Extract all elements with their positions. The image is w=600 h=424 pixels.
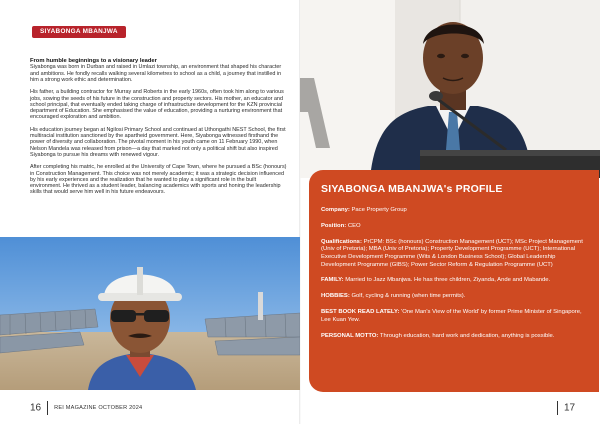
profile-value: 'One Man's View of the World' by former Prime Minister of Singapore, Lee Kuan Yew. bbox=[321, 309, 582, 323]
profile-label: PERSONAL MOTTO: bbox=[321, 332, 379, 339]
profile-row-qualifications bbox=[321, 239, 586, 269]
profile-box bbox=[309, 170, 599, 392]
page-number-left: 16 bbox=[30, 402, 42, 414]
profile-row-motto bbox=[321, 333, 586, 341]
profile-value: Through education, hard work and dedication, anything is possible. bbox=[379, 332, 555, 339]
name-tab: SIYABONGA MBANJWA bbox=[32, 26, 126, 38]
left-footer bbox=[30, 401, 142, 415]
profile-value: Pace Property Group bbox=[351, 207, 407, 213]
profile-value: PrCPM: BSc (honours) Construction Management (UCT); MSc Project Management (Univ of Pretoria); MBA (Univ of Pretoria); Property Development Programme (UCT); International Executive Development Programme (Wits & London Business School); Global Leadership Development Programme (GIBS); Power Sector Reform & Regulation Programme (UCT) bbox=[321, 238, 583, 268]
article-paragraph: His education journey began at Ngilosi Primary School and continued at Uthongathi NEST School, the first multiracial institution sanctioned by the apartheid government. Here, Siyabonga witnessed firsthand the power of diversity and collaboration. The pivotal moment in his youth came on 11 February 1990, when Nelson Mandela was released from prison—a day that marked not only a political shift but also inspired Siyabonga to pursue his dreams with renewed vigour. bbox=[30, 126, 286, 158]
right-footer bbox=[551, 401, 575, 415]
profile-label: BEST BOOK READ LATELY: bbox=[321, 309, 400, 316]
profile-label: FAMILY: bbox=[321, 277, 344, 284]
profile-row-best-book bbox=[321, 309, 586, 324]
profile-label: Company: bbox=[321, 207, 350, 213]
site-photo bbox=[0, 237, 300, 390]
article-paragraph: After completing his matric, he enrolled at the University of Cape Town, where he pursued a BSc (honours) in Construction Management. This choice was not merely academic; it was a strategic decision influenced by his early experiences and the realization that he wanted to play a significant role in the built environment. He thrived as a student leader, balancing academics with sports and honing the leadership skills that would serve him well in his future endeavours. bbox=[30, 164, 287, 196]
article-body bbox=[30, 58, 288, 202]
footer-divider bbox=[557, 401, 558, 415]
article-heading: From humble beginnings to a visionary leader bbox=[30, 58, 157, 64]
profile-value: Golf, cycling & running (when time permits). bbox=[351, 293, 466, 300]
profile-body bbox=[321, 207, 586, 349]
profile-value: CEO bbox=[347, 222, 361, 229]
profile-row-position bbox=[321, 223, 586, 231]
article-paragraph: Siyabonga was born in Durban and raised in Umlazi township, an environment that shaped his character and ambitions. He fondly recalls walking several kilometres to school as a child, a journey that instilled in him a strong work ethic and determination. bbox=[30, 64, 282, 83]
footer-divider bbox=[47, 401, 48, 415]
profile-row-family bbox=[321, 277, 586, 285]
profile-row-company bbox=[321, 207, 586, 215]
profile-label: Qualifications: bbox=[321, 238, 362, 245]
magazine-name: REI MAGAZINE OCTOBER 2024 bbox=[54, 405, 143, 411]
page-number-right: 17 bbox=[564, 402, 576, 414]
speaker-photo bbox=[300, 0, 600, 178]
profile-label: Position: bbox=[321, 222, 347, 229]
profile-label: HOBBIES: bbox=[321, 293, 350, 300]
profile-title: SIYABONGA MBANJWA's PROFILE bbox=[321, 183, 503, 195]
article-paragraph: His father, a building contractor for Murray and Roberts in the early 1960s, often took him along to various jobs, sowing the seeds of his future in the construction and property sectors. His mother, an educator and school principal, that eventually ended taking charge of infrastructure development for the KZN provincial department of Education. She emphasised the value of education, providing a nurturing environment that encouraged exploration and ambition. bbox=[30, 89, 284, 121]
profile-row-hobbies bbox=[321, 293, 586, 301]
profile-value: Married to Jazz Mbanjwa. He has three children, Ziyanda, Ande and Mabande. bbox=[345, 277, 551, 284]
